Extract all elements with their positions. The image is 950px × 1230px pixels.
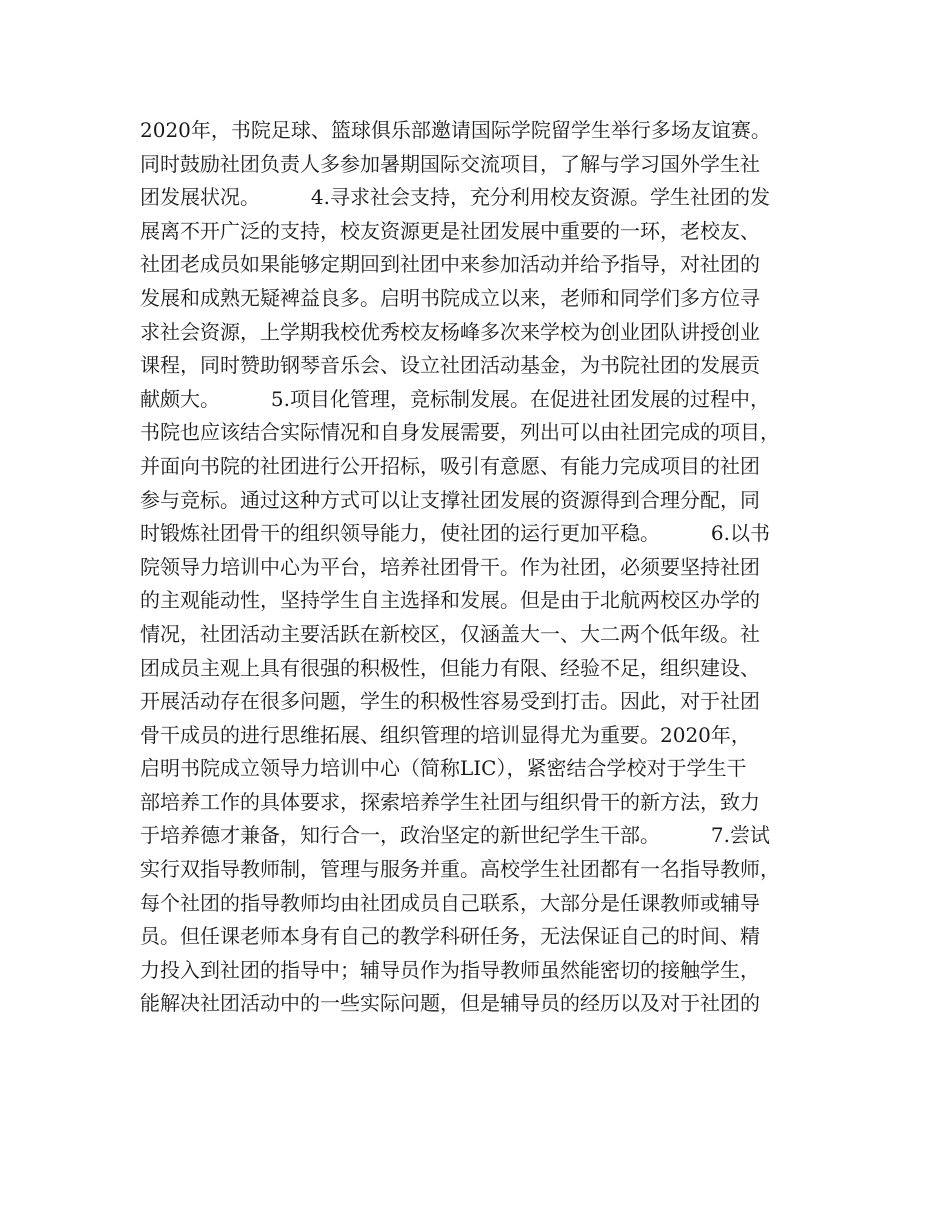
text-line: 每个社团的指导教师均由社团成员自己联系，大部分是任课教师或辅导 <box>140 890 760 915</box>
text-line: 书院也应该结合实际情况和自身发展需要，列出可以由社团完成的项目， <box>140 420 780 445</box>
text-line: 社团老成员如果能够定期回到社团中来参加活动并给予指导，对社团的 <box>140 252 760 277</box>
text-line: 团发展状况。 4.寻求社会支持，充分利用校友资源。学生社团的发 <box>140 185 770 210</box>
text-line: 发展和成熟无疑裨益良多。启明书院成立以来，老师和同学们多方位寻 <box>140 285 760 310</box>
text-line: 启明书院成立领导力培训中心（简称LIC），紧密结合学校对于学生干 <box>140 756 747 781</box>
text-line: 同时鼓励社团负责人多参加暑期国际交流项目，了解与学习国外学生社 <box>140 151 760 176</box>
text-line: 献颇大。 5.项目化管理，竞标制发展。在促进社团发展的过程中， <box>140 386 770 411</box>
text-line: 团成员主观上具有很强的积极性，但能力有限、经验不足，组织建设、 <box>140 655 760 680</box>
text-line: 员。但任课老师本身有自己的教学科研任务，无法保证自己的时间、精 <box>140 924 760 949</box>
text-line: 课程，同时赞助钢琴音乐会、设立社团活动基金，为书院社团的发展贡 <box>140 353 760 378</box>
text-line: 力投入到社团的指导中；辅导员作为指导教师虽然能密切的接触学生， <box>140 957 760 982</box>
text-line: 的主观能动性，坚持学生自主选择和发展。但是由于北航两校区办学的 <box>140 588 760 613</box>
text-line: 院领导力培训中心为平台，培养社团骨干。作为社团，必须要坚持社团 <box>140 554 760 579</box>
text-line: 2020年，书院足球、篮球俱乐部邀请国际学院留学生举行多场友谊赛。 <box>140 118 771 142</box>
text-line: 开展活动存在很多问题，学生的积极性容易受到打击。因此，对于社团 <box>140 689 760 714</box>
text-line: 求社会资源，上学期我校优秀校友杨峰多次来学校为创业团队讲授创业 <box>140 319 760 344</box>
text-line: 时锻炼社团骨干的组织领导能力，使社团的运行更加平稳。 6.以书 <box>140 521 770 546</box>
text-line: 部培养工作的具体要求，探索培养学生社团与组织骨干的新方法，致力 <box>140 789 760 814</box>
text-line: 情况，社团活动主要活跃在新校区，仅涵盖大一、大二两个低年级。社 <box>140 621 760 646</box>
text-line: 能解决社团活动中的一些实际问题，但是辅导员的经历以及对于社团的 <box>140 991 760 1016</box>
body-text <box>140 114 840 1021</box>
text-line: 实行双指导教师制，管理与服务并重。高校学生社团都有一名指导教师， <box>140 857 780 882</box>
text-line: 并面向书院的社团进行公开招标，吸引有意愿、有能力完成项目的社团 <box>140 453 760 478</box>
text-line: 骨干成员的进行思维拓展、组织管理的培训显得尤为重要。2020年， <box>140 722 751 747</box>
text-line: 展离不开广泛的支持，校友资源更是社团发展中重要的一环，老校友、 <box>140 218 760 243</box>
text-line: 参与竞标。通过这种方式可以让支撑社团发展的资源得到合理分配，同 <box>140 487 760 512</box>
text-line: 于培养德才兼备，知行合一，政治坚定的新世纪学生干部。 7.尝试 <box>140 823 770 848</box>
